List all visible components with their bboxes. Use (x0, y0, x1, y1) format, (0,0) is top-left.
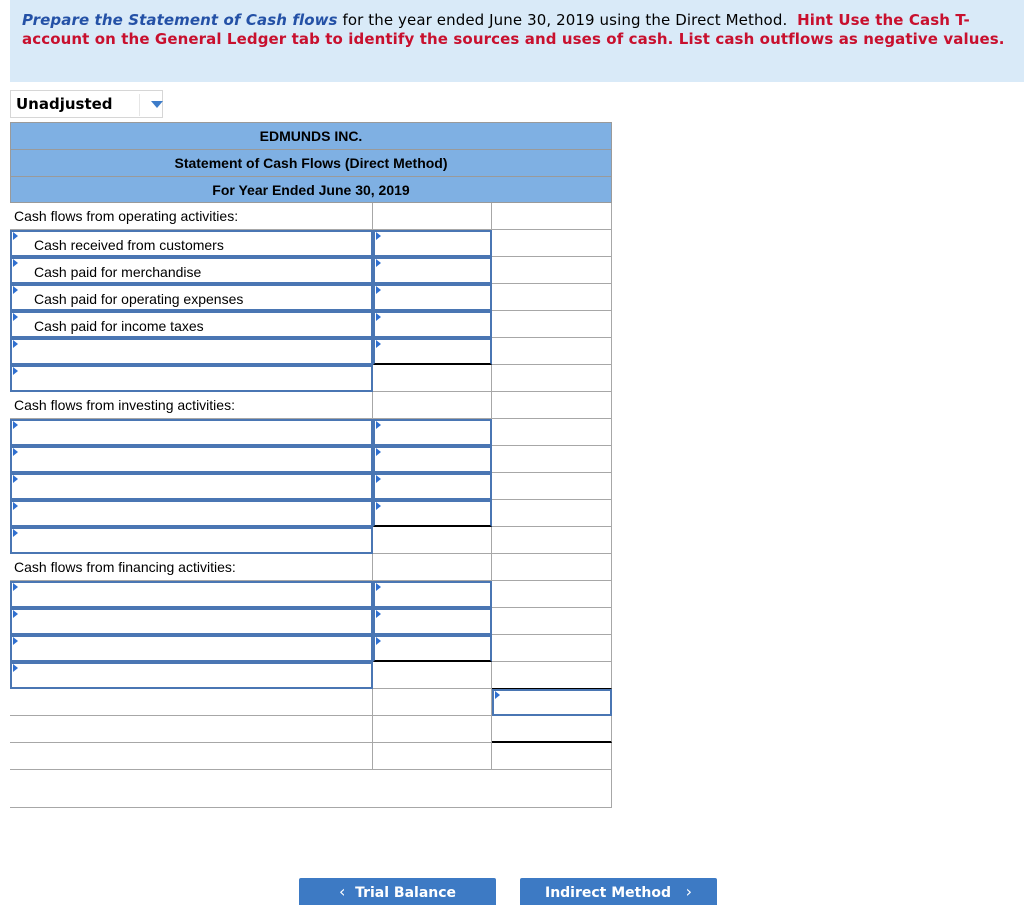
cell-flag-icon (376, 637, 381, 645)
total-cell (492, 662, 612, 689)
label-input[interactable] (10, 635, 373, 662)
investing-heading: Cash flows from investing activities: (10, 392, 373, 419)
cell-flag-icon (376, 502, 381, 510)
total-cell (492, 257, 612, 284)
amount-cell (373, 554, 492, 581)
cell-flag-icon (13, 313, 18, 321)
total-cell (492, 608, 612, 635)
company-name: EDMUNDS INC. (10, 122, 612, 149)
operating-item-label[interactable]: Cash received from customers (10, 230, 373, 257)
amount-input[interactable] (373, 500, 492, 527)
instructions-hint: Hint Use the Cash T-account on the General Ledger tab to identify the sources and uses of cash. List cash outflows as negative values. (22, 11, 1005, 48)
amount-cell (373, 203, 492, 230)
summary-label-cell (10, 689, 373, 716)
table-row (10, 689, 612, 716)
label-input[interactable] (10, 500, 373, 527)
trial-balance-button[interactable] (299, 878, 496, 905)
amount-cell (373, 365, 492, 392)
amount-input[interactable] (373, 338, 492, 365)
total-cell (492, 392, 612, 419)
label-input[interactable] (10, 662, 373, 689)
label-input[interactable] (10, 527, 373, 554)
table-row (10, 473, 612, 500)
total-cell (492, 365, 612, 392)
label-input[interactable] (10, 581, 373, 608)
total-input[interactable] (492, 689, 612, 716)
amount-input[interactable] (373, 473, 492, 500)
amount-cell (373, 392, 492, 419)
amount-input[interactable] (373, 284, 492, 311)
statement-period: For Year Ended June 30, 2019 (10, 176, 612, 203)
amount-cell (373, 716, 492, 743)
amount-input[interactable] (373, 311, 492, 338)
table-row (10, 419, 612, 446)
table-row (10, 554, 612, 581)
cell-flag-icon (13, 340, 18, 348)
amount-input[interactable] (373, 635, 492, 662)
table-row (10, 635, 612, 662)
total-cell (492, 743, 612, 770)
table-row (10, 608, 612, 635)
chevron-left-icon: ‹ (338, 882, 346, 901)
amount-cell (373, 662, 492, 689)
table-row (10, 392, 612, 419)
cell-flag-icon (376, 340, 381, 348)
financing-heading: Cash flows from financing activities: (10, 554, 373, 581)
table-row (10, 581, 612, 608)
cell-flag-icon (13, 367, 18, 375)
instructions-text: for the year ended June 30, 2019 using the Direct Method. (337, 11, 788, 29)
total-cell (492, 311, 612, 338)
total-cell (492, 527, 612, 554)
total-cell (492, 338, 612, 365)
cell-flag-icon (13, 232, 18, 240)
table-row (10, 203, 612, 230)
cell-flag-icon (13, 448, 18, 456)
total-cell (492, 716, 612, 743)
label-input[interactable] (10, 608, 373, 635)
cell-flag-icon (376, 448, 381, 456)
cell-flag-icon (376, 259, 381, 267)
dropdown-divider (139, 94, 140, 116)
instructions-panel (10, 0, 1024, 82)
operating-item-label[interactable]: Cash paid for merchandise (10, 257, 373, 284)
statement-title: Statement of Cash Flows (Direct Method) (10, 149, 612, 176)
cell-flag-icon (376, 421, 381, 429)
label-input[interactable] (10, 419, 373, 446)
trial-balance-label: Trial Balance (355, 885, 457, 901)
total-cell (492, 419, 612, 446)
cell-flag-icon (13, 637, 18, 645)
label-input[interactable] (10, 338, 373, 365)
cell-flag-icon (495, 691, 500, 699)
total-cell (492, 581, 612, 608)
cell-flag-icon (13, 610, 18, 618)
amount-input[interactable] (373, 608, 492, 635)
total-cell (492, 446, 612, 473)
total-cell (492, 284, 612, 311)
cell-flag-icon (376, 286, 381, 294)
table-row (10, 338, 612, 365)
instructions-lead: Prepare the Statement of Cash flows (22, 11, 338, 29)
chevron-right-icon: › (685, 882, 693, 901)
summary-label-cell (10, 743, 373, 770)
cell-flag-icon (13, 502, 18, 510)
amount-cell (373, 689, 492, 716)
adjustment-select-value: Unadjusted (16, 95, 113, 113)
indirect-method-label: Indirect Method (544, 885, 671, 901)
summary-label-cell (10, 716, 373, 743)
triangle-down-icon[interactable] (151, 101, 163, 108)
table-row (10, 230, 612, 257)
amount-cell (373, 527, 492, 554)
table-row (10, 527, 612, 554)
amount-cell (373, 743, 492, 770)
table-row (10, 284, 612, 311)
operating-item-label[interactable]: Cash paid for operating expenses (10, 284, 373, 311)
cell-flag-icon (13, 259, 18, 267)
amount-input[interactable] (373, 446, 492, 473)
adjustment-select[interactable] (10, 90, 163, 118)
total-cell (492, 500, 612, 527)
cell-flag-icon (376, 610, 381, 618)
total-cell (492, 203, 612, 230)
label-input[interactable] (10, 446, 373, 473)
indirect-method-button[interactable] (520, 878, 717, 905)
table-row (10, 716, 612, 743)
cell-flag-icon (376, 232, 381, 240)
table-row (10, 446, 612, 473)
cash-flow-statement (10, 122, 612, 808)
amount-input[interactable] (373, 419, 492, 446)
cell-flag-icon (13, 475, 18, 483)
table-row (10, 365, 612, 392)
operating-heading: Cash flows from operating activities: (10, 203, 373, 230)
total-cell (492, 230, 612, 257)
cell-flag-icon (376, 475, 381, 483)
total-cell (492, 473, 612, 500)
label-input[interactable] (10, 473, 373, 500)
cell-flag-icon (376, 313, 381, 321)
label-input[interactable] (10, 365, 373, 392)
amount-input[interactable] (373, 230, 492, 257)
total-cell (492, 635, 612, 662)
operating-item-label[interactable]: Cash paid for income taxes (10, 311, 373, 338)
cell-flag-icon (13, 583, 18, 591)
cell-flag-icon (376, 583, 381, 591)
amount-input[interactable] (373, 257, 492, 284)
table-row (10, 743, 612, 770)
cell-flag-icon (13, 286, 18, 294)
table-row (10, 662, 612, 689)
table-row (10, 500, 612, 527)
cell-flag-icon (13, 421, 18, 429)
total-cell (492, 554, 612, 581)
table-row (10, 311, 612, 338)
table-row (10, 257, 612, 284)
cell-flag-icon (13, 664, 18, 672)
table-row (10, 770, 612, 808)
cell-flag-icon (13, 529, 18, 537)
amount-input[interactable] (373, 581, 492, 608)
